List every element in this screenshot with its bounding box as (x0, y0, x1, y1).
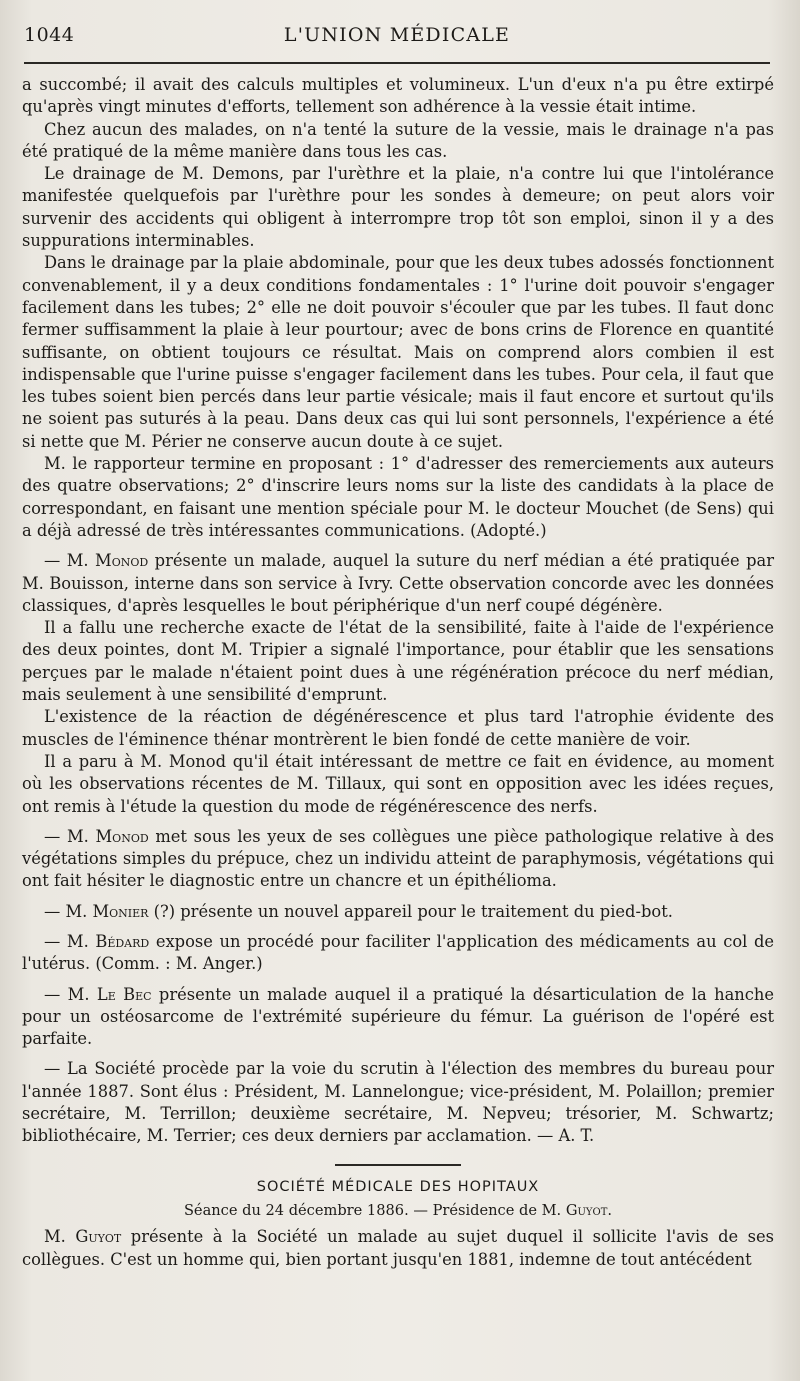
paragraph (22, 706, 774, 751)
speaker-name: Bédard (95, 931, 150, 951)
paragraph-text: Chez aucun des malades, on n'a tenté la suture de la vessie, mais le drainage n'a pas été pratiqué de la même manière dans tous les cas. (22, 119, 774, 161)
paragraph-lead: — M. (44, 931, 96, 951)
paragraph-text: — La Société procède par la voie du scrutin à l'élection des membres du bureau pour l'année 1887. Sont élus : Président, M. Lannelongue; vice-président, M. Polaillon; premier secrétaire, M. Terrillon; deuxième secrétaire, M. Nepveu; trésorier, M. Schwartz; bibliothécaire, M. Terrier; ces deux derniers par acclamation. — A. T. (22, 1059, 774, 1146)
speaker-name: Monier (92, 901, 149, 921)
session-prefix: Séance du 24 décembre 1886. — Présidence de M. (183, 1201, 566, 1219)
paragraph (22, 550, 774, 617)
paragraph (22, 617, 774, 706)
paragraph-text: Dans le drainage par la plaie abdominale, pour que les deux tubes adossés fonctionnent convenablement, il y a deux conditions fondamentales : 1° l'urine doit pouvoir s'engager facilement dans les tubes; 2° elle ne doit pouvoir s'écouler que par les tubes. Il faut donc fermer suffisamment la plaie à leur pourtour; avec de bons crins de Florence en quantité suffisante, on obtient toujours ce résultat. Mais on comprend alors combien il est indispensable que l'urine puisse s'engager facilement dans les tubes. Pour cela, il faut que les tubes soient bien percés dans leur partie vésicale; mais il faut encore et surtout qu'ils ne soient pas suturés à la peau. Dans deux cas qui lui sont personnels, l'expérience a été si nette que M. Périer ne conserve aucun doute à ce sujet. (22, 253, 774, 451)
final-text: présente à la Société un malade au sujet duquel il sollicite l'avis de ses collègues. C'est un homme qui, bien portant jusqu'en 1881, indemne de tout antécédent (22, 1227, 774, 1269)
paragraph-text: a succombé; il avait des calculs multiples et volumineux. L'un d'eux n'a pu être extirpé qu'après vingt minutes d'efforts, tellement son adhérence à la vessie était intime. (22, 75, 774, 117)
paragraph (22, 901, 774, 923)
paragraph-text: expose un procédé pour faciliter l'application des médicaments au col de l'utérus. (Comm. : M. Anger.) (22, 931, 774, 974)
paragraph-text: présente un malade auquel il a pratiqué la désarticulation de la hanche pour un ostéosarcome de l'extrémité supérieure du fémur. La guérison de l'opéré est parfaite. (22, 984, 775, 1049)
paragraph (22, 984, 774, 1051)
paragraph-lead: — M. (44, 551, 96, 571)
paragraph-text: met sous les yeux de ses collègues une pièce pathologique relative à des végétations simples du prépuce, chez un individu atteint de paraphymosis, végétations qui ont fait hésiter le diagnostic entre un chancre et un épithélioma. (22, 826, 775, 891)
section-divider (335, 1164, 461, 1166)
paragraph-lead: — M. (44, 901, 93, 921)
paragraph-text: Le drainage de M. Demons, par l'urèthre et la plaie, n'a contre lui que l'intolérance manifestée quelquefois par l'urèthre pour les sondes à demeure; on peut alors voir survenir des accidents qui obligent à interrompre trop tôt son emploi, sinon il y a des suppurations interminables. (22, 164, 774, 251)
speaker-name: Monod (95, 826, 149, 846)
paragraph (22, 826, 774, 893)
paragraph-text: (?) présente un nouvel appareil pour le traitement du pied-bot. (148, 901, 673, 921)
final-speaker: Guyot (75, 1227, 122, 1247)
paragraph (22, 74, 774, 119)
paragraph-lead: — M. (44, 984, 97, 1004)
article-body (22, 74, 774, 1271)
speaker-name: Le Bec (96, 984, 152, 1004)
session-president: Guyot (565, 1201, 608, 1219)
speaker-name: Monod (95, 551, 149, 571)
paragraph-text: Il a fallu une recherche exacte de l'état de la sensibilité, faite à l'aide de l'expérience des deux pointes, dont M. Tripier a signalé l'importance, pour établir que les sensations perçues par le malade n'étaient point dues à une régénération précoce du nerf médian, mais seulement à une sensibilité d'emprunt. (22, 618, 774, 705)
final-lead: M. (44, 1227, 76, 1247)
paragraph (22, 751, 774, 818)
paragraph (22, 163, 774, 252)
paragraph (22, 252, 774, 453)
paragraph-text: L'existence de la réaction de dégénérescence et plus tard l'atrophie évidente des muscles de l'éminence thénar montrèrent le bien fondé de cette manière de voir. (22, 707, 774, 749)
paragraph (22, 931, 774, 976)
paragraph-text: Il a paru à M. Monod qu'il était intéressant de mettre ce fait en évidence, au moment où les observations récentes de M. Tillaux, qui sont en opposition avec les idées reçues, ont remis à l'étude la question du mode de régénérescence des nerfs. (22, 751, 774, 816)
session-line (22, 1200, 774, 1222)
paragraph (22, 119, 774, 164)
paragraph (22, 1058, 774, 1147)
page-header (24, 22, 770, 52)
paragraph-text: présente un malade, auquel la suture du nerf médian a été pratiquée par M. Bouisson, interne dans son service à Ivry. Cette observation concorde avec les données classiques, d'après lesquelles le bout périphérique d'un nerf coupé dégénère. (22, 551, 775, 615)
header-rule (24, 62, 770, 64)
paragraph (22, 453, 774, 542)
section-title: SOCIÉTÉ MÉDICALE DES HOPITAUX (256, 1178, 540, 1195)
final-paragraph (22, 1226, 774, 1271)
paragraph-text: M. le rapporteur termine en proposant : 1° d'adresser des remerciements aux auteurs des quatre observations; 2° d'inscrire leurs noms sur la liste des candidats à la place de correspondant, en faisant une mention spéciale pour M. le docteur Mouchet (de Sens) qui a déjà adressé de très intéressantes communications. (Adopté.) (22, 454, 774, 540)
session-suffix: . (607, 1201, 613, 1219)
page-number: 1044 (24, 24, 75, 46)
running-title: L'UNION MÉDICALE (283, 24, 511, 46)
paragraph-lead: — M. (44, 826, 96, 846)
paragraph-list (22, 74, 774, 1148)
